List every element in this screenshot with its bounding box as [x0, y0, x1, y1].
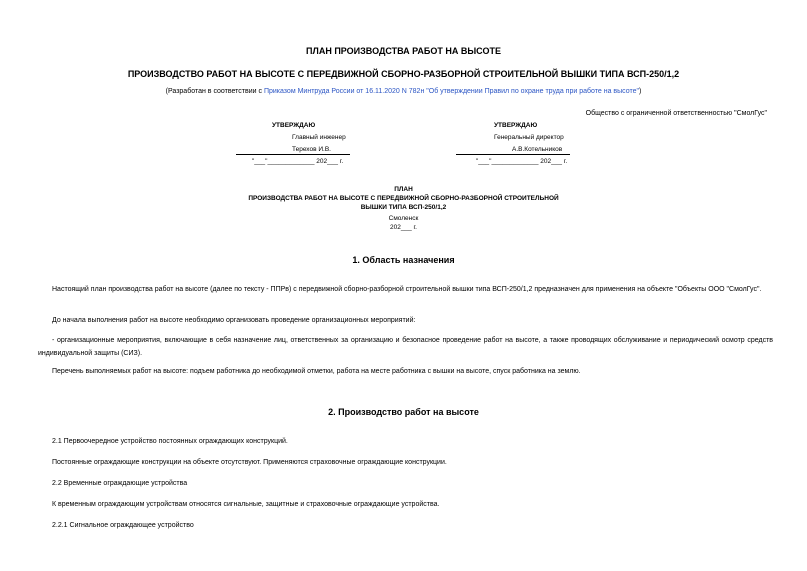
approve-right-name: А.В.Котельников	[512, 146, 563, 153]
plan-heading: ПЛАН	[394, 186, 413, 193]
section1-paragraph: Настоящий план производства работ на высоте (далее по тексту - ППРв) с передвижной сборно-разборной строительной вышки типа ВСП-250/1,2 предназначен для применения на объекте "Объекты ООО "СмолГус".	[52, 286, 762, 293]
dev-suffix: )	[639, 88, 642, 95]
section2-item: 2.2.1 Сигнальное ограждающее устройство	[52, 522, 194, 529]
doc-subtitle: ПРОИЗВОДСТВО РАБОТ НА ВЫСОТЕ С ПЕРЕДВИЖНОЙ СБОРНО-РАЗБОРНОЙ СТРОИТЕЛЬНОЙ ВЫШКИ ТИПА ВСП-250/1,2	[127, 69, 680, 79]
section2-item: 2.1 Первоочередное устройство постоянных ограждающих конструкций.	[52, 438, 288, 445]
section2-item: Постоянные ограждающие конструкции на объекте отсутствуют. Применяются страховочные ограждающие конструкции.	[52, 459, 447, 466]
plan-city: Смоленск	[388, 215, 419, 222]
organization-name: Общество с ограниченной ответственностью "СмолГус"	[585, 110, 767, 117]
section1-heading: 1. Область назначения	[352, 255, 455, 265]
plan-year: 202___ г.	[390, 224, 417, 231]
section2-item: К временным ограждающим устройствам относятся сигнальные, защитные и страховочные ограждающие устройства.	[52, 501, 440, 508]
approve-left-date: "___"_____________ 202___ г.	[252, 158, 344, 165]
plan-heading-line3: ВЫШКИ ТИПА ВСП-250/1,2	[360, 204, 447, 211]
approve-left-signature-line	[236, 154, 350, 155]
development-note	[0, 88, 807, 95]
section1-paragraph: До начала выполнения работ на высоте необходимо организовать проведение организационных мероприятий:	[52, 317, 416, 324]
approve-right-label: УТВЕРЖДАЮ	[494, 122, 538, 129]
section2-item: 2.2 Временные ограждающие устройства	[52, 480, 188, 487]
plan-heading-line2: ПРОИЗВОДСТВА РАБОТ НА ВЫСОТЕ С ПЕРЕДВИЖНОЙ СБОРНО-РАЗБОРНОЙ СТРОИТЕЛЬНОЙ	[248, 195, 559, 202]
section2-heading: 2. Производство работ на высоте	[328, 407, 479, 417]
dev-prefix: (Разработан в соответствии с	[165, 88, 264, 95]
approve-right-signature-line	[456, 154, 570, 155]
doc-title: ПЛАН ПРОИЗВОДСТВА РАБОТ НА ВЫСОТЕ	[306, 46, 501, 56]
section1-paragraph: Перечень выполняемых работ на высоте: подъем работника до необходимой отметки, работа на месте работника с вышки на высоте, спуск работника на землю.	[52, 368, 581, 375]
order-link[interactable]: Приказом Минтруда России от 16.11.2020 N 782н "Об утверждении Правил по охране труда при работе на высоте"	[263, 88, 640, 95]
approve-right-date: "___"_____________ 202___ г.	[476, 158, 568, 165]
approve-left-label: УТВЕРЖДАЮ	[272, 122, 316, 129]
approve-left-name: Терехов И.В.	[292, 146, 331, 153]
section1-paragraph: - организационные мероприятия, включающие в себя назначение лиц, ответственных за организацию и безопасное проведение работ на высоте, а также проводящих обслуживание и периодический осмотр средств индивидуальной защиты (СИЗ).	[38, 337, 773, 357]
approve-left-position: Главный инженер	[292, 134, 346, 141]
approve-right-position: Генеральный директор	[494, 134, 564, 141]
